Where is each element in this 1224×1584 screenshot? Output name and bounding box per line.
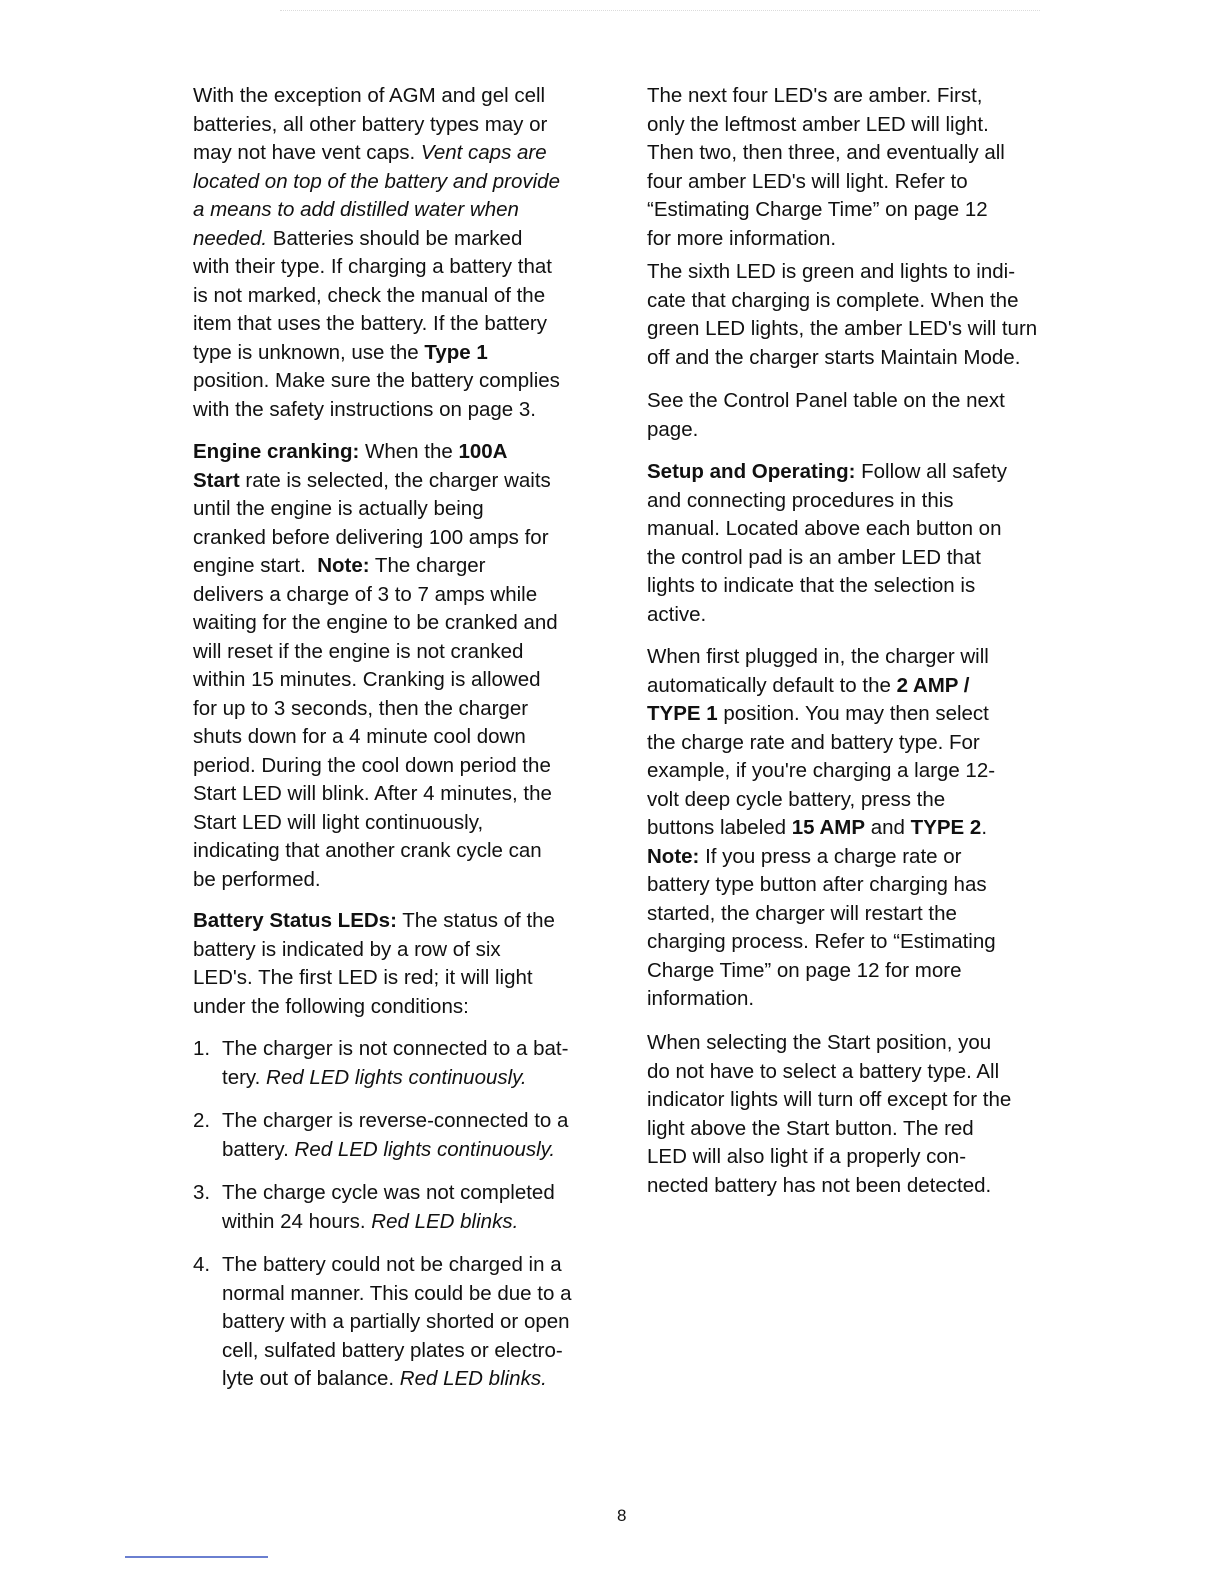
italic-text: Red LED blinks. (399, 1367, 547, 1390)
text-run: With the exception of AGM and gel cell batteries, all other battery types may or may not have vent caps. (193, 84, 548, 164)
text-run: The charger delivers a charge of 3 to 7 amps while waiting for the engine to be cranked and will reset if the engine is not cranked within 15 minutes. Cranking is allowed for up to 3 seconds, then the charger shuts down for a 4 minute cool down period. During the cool down period the Start LED will blink. After 4 minutes, the Start LED will light continuously, indicating that another crank cycle can be performed. (193, 554, 558, 891)
list-number: 1. (193, 1037, 211, 1060)
page-number: 8 (617, 1506, 627, 1525)
bold-text: Setup and Operating: (647, 460, 856, 483)
list-item (222, 1035, 568, 1092)
bold-text: 15 AMP (791, 816, 866, 839)
paragraph-start-position (647, 1029, 1011, 1200)
bold-text: Note: (317, 554, 370, 577)
paragraph-amber-leds (647, 82, 1005, 253)
bold-text: Type 1 (424, 340, 488, 364)
bold-text: 2 AMP / TYPE 1 (647, 673, 970, 725)
text-run: Batteries should be marked with their type. If charging a battery that is not marked, check the manual of the item that uses the battery. If the battery type is unknown, use the (193, 226, 552, 364)
bold-text: Engine cranking: (193, 440, 360, 463)
bold-text: Battery Status LEDs: (193, 909, 397, 932)
paragraph-control-panel-ref (647, 387, 1005, 444)
italic-text: Vent caps are located on top of the battery and provide a means to add distilled water when needed. (193, 141, 560, 250)
text-run: When selecting the Start position, you do not have to select a battery type. All indicator lights will turn off except for the light above the Start button. The red LED will also light if a properly con- nected battery has not been detected. (647, 1031, 1012, 1197)
text-run: . (981, 816, 988, 839)
list-item (222, 1251, 571, 1394)
text-run: When the (359, 440, 459, 463)
text-run: The charger is reverse-connected to a battery. (222, 1109, 569, 1161)
footer-rule (125, 1556, 268, 1558)
text-run: and (865, 816, 911, 839)
list-number: 2. (193, 1109, 211, 1132)
bold-text: 100A Start (193, 440, 508, 492)
text-run: rate is selected, the charger waits until the engine is actually being cranked before delivering 100 amps for engine start. (193, 468, 551, 577)
scan-artifact (280, 10, 1040, 14)
bold-text: TYPE 2 (910, 816, 982, 839)
text-run: The sixth LED is green and lights to indi- cate that charging is complete. When the green LED lights, the amber LED's will turn off and the charger starts Maintain Mode. (647, 260, 1038, 369)
paragraph-green-led (647, 258, 1037, 372)
paragraph-battery-status-leds (193, 907, 555, 1021)
list-number: 4. (193, 1253, 211, 1276)
text-run: position. You may then select the charge rate and battery type. For example, if you're charging a large 12- volt deep cycle battery, press the buttons labeled (647, 702, 996, 839)
list-item (222, 1107, 568, 1164)
italic-text: Red LED blinks. (371, 1209, 519, 1233)
paragraph-intro (193, 82, 560, 424)
text-run: position. Make sure the battery complies with the safety instructions on page 3. (193, 369, 560, 421)
italic-text: Red LED lights continuously. (266, 1065, 527, 1089)
text-run: The status of the battery is indicated by a row of six LED's. The first LED is red; it will light under the following conditions: (193, 909, 555, 1018)
text-run: The battery could not be charged in a normal manner. This could be due to a battery with a partially shorted or open cell, sulfated battery plates or electro- lyte out of balance. (222, 1253, 572, 1390)
text-run: When first plugged in, the charger will automatically default to the (647, 645, 989, 697)
paragraph-setup-operating (647, 458, 1007, 629)
list-number: 3. (193, 1181, 211, 1204)
list-item (222, 1179, 555, 1236)
text-run: The charger is not connected to a bat- tery. (222, 1037, 569, 1089)
text-run: The charge cycle was not completed within 24 hours. (222, 1181, 555, 1233)
text-run: See the Control Panel table on the next page. (647, 389, 1005, 441)
bold-text: Note: (647, 844, 700, 868)
text-run: The next four LED's are amber. First, only the leftmost amber LED will light. Then two, then three, and eventually all four amber LED's will light. Refer to “Estimating Charge Time” on page 12 for more information. (647, 84, 1005, 250)
italic-text: Red LED lights continuously. (294, 1137, 556, 1161)
text-run: Follow all safety and connecting procedures in this manual. Located above each button on the control pad is an amber LED that lights to indicate that the selection is active. (647, 460, 1007, 626)
text-run: If you press a charge rate or battery type button after charging has started, the charger will restart the charging process. Refer to “Estimating Charge Time” on page 12 for more information. (647, 844, 996, 1010)
paragraph-engine-cranking (193, 438, 558, 894)
paragraph-first-plugged-in (647, 643, 996, 1014)
